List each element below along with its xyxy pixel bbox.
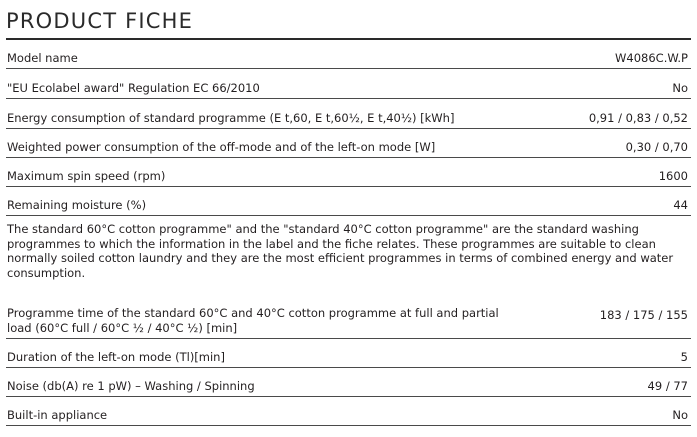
row-label: Maximum spin speed (rpm) xyxy=(7,168,166,183)
row-label: Remaining moisture (%) xyxy=(7,197,147,212)
row-programme-time xyxy=(6,291,691,339)
row-spin-speed xyxy=(6,158,691,187)
row-value: 0,30 / 0,70 xyxy=(625,139,688,154)
row-left-on-duration xyxy=(6,339,691,368)
standard-programme-note: The standard 60°C cotton programme" and the "standard 40°C cotton programme" are the standard washing programmes to which the information in the label and the fiche relates. These programmes are suitable to clean normally soiled cotton laundry and they are the most efficient programmes in terms of combined energy and water consumption. xyxy=(7,222,674,280)
row-value: No xyxy=(672,80,688,95)
row-energy-consumption xyxy=(6,99,691,129)
row-label: Duration of the left-on mode (Tl)[min] xyxy=(7,349,225,364)
row-label: Energy consumption of standard programme (E t,60, E t,60½, E t,40½) [kWh] xyxy=(7,110,455,125)
row-built-in-appliance xyxy=(6,397,691,426)
row-label: Noise (db(A) re 1 pW) – Washing / Spinning xyxy=(7,378,255,393)
row-value: No xyxy=(672,407,688,422)
page-title: PRODUCT FICHE xyxy=(6,9,194,33)
row-label: Model name xyxy=(7,50,78,65)
row-value: 0,91 / 0,83 / 0,52 xyxy=(588,110,688,125)
row-value: 49 / 77 xyxy=(647,378,688,393)
row-model-name xyxy=(6,40,691,69)
row-value: 44 xyxy=(673,197,688,212)
row-label: Weighted power consumption of the off-mode and of the left-on mode [W] xyxy=(7,139,436,154)
row-label: "EU Ecolabel award" Regulation EC 66/2010 xyxy=(7,80,260,95)
row-eu-ecolabel xyxy=(6,69,691,99)
row-noise xyxy=(6,368,691,397)
row-label: Built-in appliance xyxy=(7,407,108,422)
row-value: 183 / 175 / 155 xyxy=(599,307,688,322)
row-value: 1600 xyxy=(658,168,688,183)
row-power-consumption xyxy=(6,129,691,158)
row-value: 5 xyxy=(680,349,688,364)
row-label: Programme time of the standard 60°C and 40°C cotton programme at full and partial load (60°C full / 60°C ½ / 40°C ½) [min] xyxy=(7,306,499,335)
row-remaining-moisture xyxy=(6,187,691,216)
row-value: W4086C.W.P xyxy=(615,50,688,65)
